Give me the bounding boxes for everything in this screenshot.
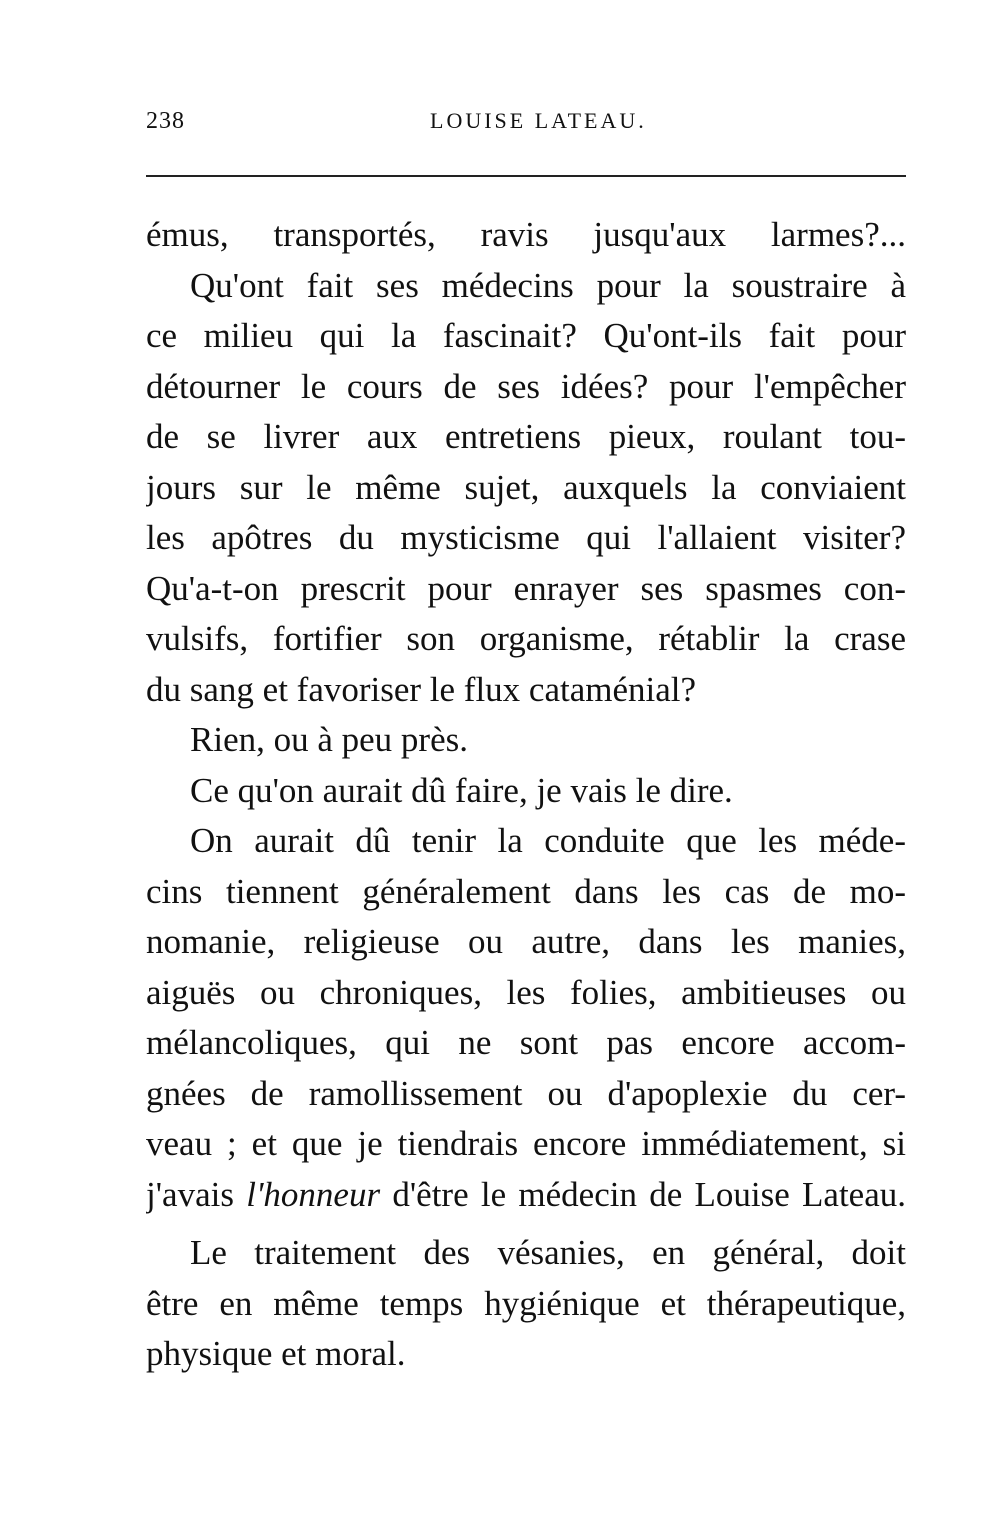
text-line: être en même temps hygiénique et thérapeutique,	[146, 1283, 906, 1323]
text-line: ce milieu qui la fascinait? Qu'ont-ils fait pour	[146, 316, 906, 355]
text-line: émus, transportés, ravis jusqu'aux larmes?...	[146, 215, 906, 254]
running-title: LOUISE LATEAU.	[430, 108, 647, 133]
text-line: de se livrer aux entretiens pieux, roulant tou-	[146, 417, 906, 456]
body-text	[146, 210, 906, 1380]
text-line	[146, 1170, 906, 1221]
page-number: 238	[146, 108, 185, 134]
text-line: jours sur le même sujet, auxquels la conviaient	[146, 467, 906, 507]
text-line: cins tiennent généralement dans les cas de mo-	[146, 871, 906, 911]
text-line: vulsifs, fortifier son organisme, rétablir la crase	[146, 619, 906, 658]
italic-segment: l'honneur	[246, 1174, 381, 1214]
text-line: physique et moral.	[146, 1334, 406, 1373]
text-line: Qu'ont fait ses médecins pour la soustraire à	[190, 265, 906, 305]
text-line: Ce qu'on aurait dû faire, je vais le dire.	[190, 770, 733, 810]
text-line: veau ; et que je tiendrais encore immédiatement, si	[146, 1124, 906, 1163]
text-line: du sang et favoriser le flux cataménial?	[146, 669, 697, 709]
text-line: Le traitement des vésanies, en général, doit	[190, 1233, 906, 1272]
text-line: Qu'a-t-on prescrit pour enrayer ses spasmes con-	[146, 568, 906, 608]
text-line: aiguës ou chroniques, les folies, ambitieuses ou	[146, 972, 906, 1012]
text-line: gnées de ramollissement ou d'apoplexie du cer-	[146, 1073, 906, 1113]
text-line: On aurait dû tenir la conduite que les méde-	[190, 821, 906, 860]
text-line: Rien, ou à peu près.	[190, 720, 468, 759]
running-header	[146, 108, 906, 148]
text-segment: d'être le médecin de Louise Lateau.	[392, 1174, 906, 1214]
text-line: détourner le cours de ses idées? pour l'empêcher	[146, 366, 906, 406]
header-rule	[146, 175, 906, 177]
text-line: nomanie, religieuse ou autre, dans les manies,	[146, 922, 906, 961]
text-line: les apôtres du mysticisme qui l'allaient visiter?	[146, 518, 906, 557]
text-line: mélancoliques, qui ne sont pas encore accom-	[146, 1023, 906, 1062]
text-segment: j'avais	[146, 1174, 234, 1214]
